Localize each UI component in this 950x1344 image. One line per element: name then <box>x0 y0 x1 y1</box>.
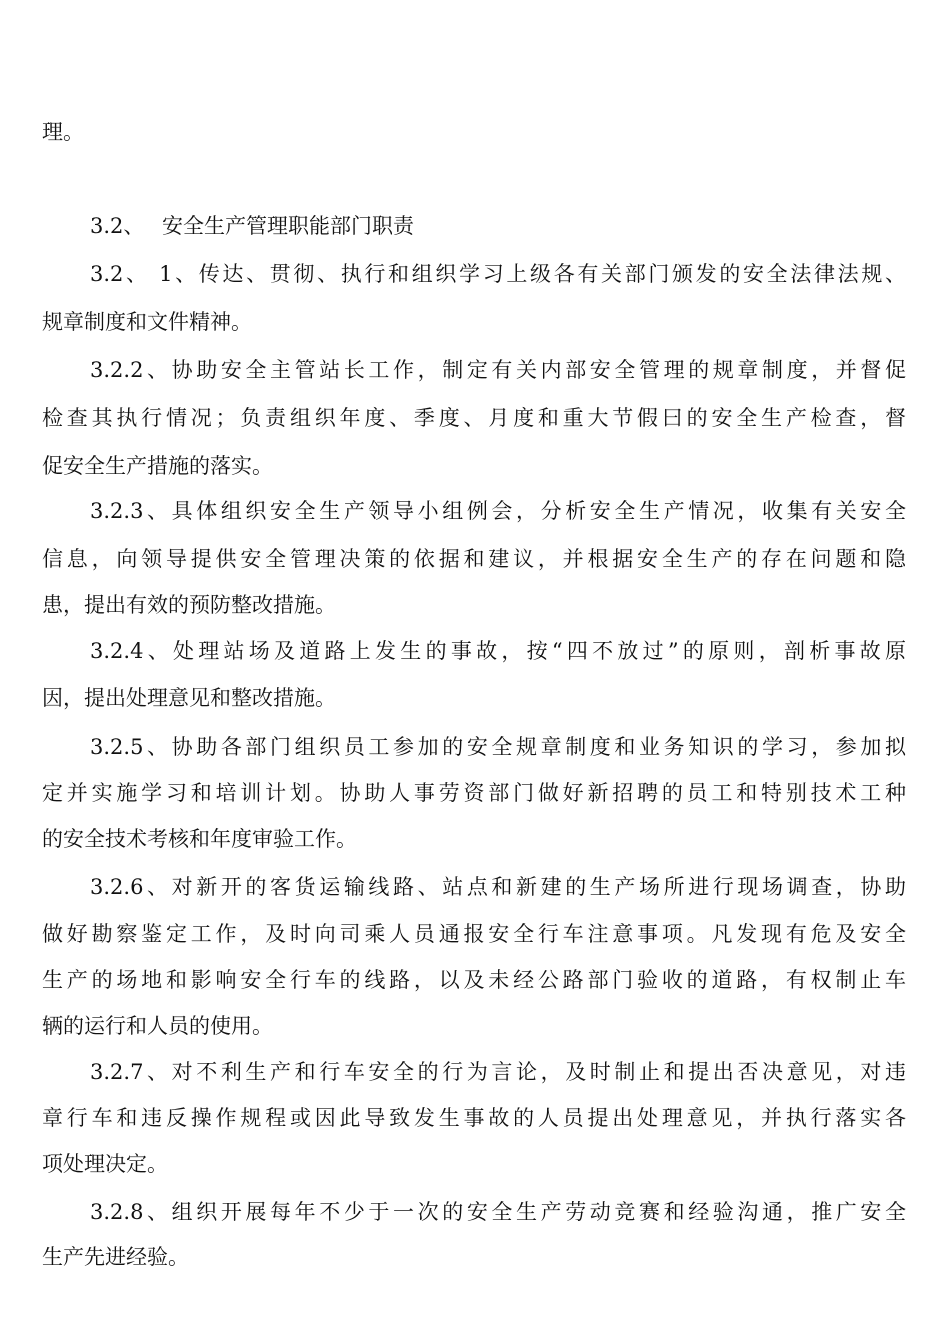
paragraph-3-2-5-line-2: 定并实施学习和培训计划。协助人事劳资部门做好新招聘的员工和特别技术工种 <box>42 781 906 805</box>
paragraph-3-2-6-line-4: 辆的运行和人员的使用。 <box>42 1014 273 1038</box>
paragraph-3-2-3-line-3: 患，提出有效的预防整改措施。 <box>42 593 336 617</box>
paragraph-3-2-5-line-3: 的安全技术考核和年度审验工作。 <box>42 827 357 851</box>
paragraph-3-2-8-line-1: 3.2.8、组织开展每年不少于一次的安全生产劳动竞赛和经验沟通，推广安全 <box>90 1200 906 1224</box>
paragraph-3-2-8-line-2: 生产先进经验。 <box>42 1245 189 1269</box>
paragraph-3-2-6-line-3: 生产的场地和影响安全行车的线路，以及未经公路部门验收的道路，有权制止车 <box>42 968 906 992</box>
paragraph-3-2-2-line-1: 3.2.2、协助安全主管站长工作，制定有关内部安全管理的规章制度，并督促 <box>90 358 906 382</box>
paragraph-3-2-3-line-1: 3.2.3、具体组织安全生产领导小组例会，分析安全生产情况，收集有关安全 <box>90 499 906 523</box>
section-number: 3.2、 <box>90 214 145 238</box>
continuation-line: 理。 <box>42 120 84 144</box>
section-title: 安全生产管理职能部门职责 <box>162 214 414 238</box>
paragraph-3-2-6-line-1: 3.2.6、对新开的客货运输线路、站点和新建的生产场所进行现场调查，协助 <box>90 875 906 899</box>
paragraph-3-2-7-line-1: 3.2.7、对不利生产和行车安全的行为言论，及时制止和提出否决意见，对违 <box>90 1060 906 1084</box>
paragraph-3-2-3-line-2: 信息，向领导提供安全管理决策的依据和建议，并根据安全生产的存在问题和隐 <box>42 547 906 571</box>
paragraph-3-2-5-line-1: 3.2.5、协助各部门组织员工参加的安全规章制度和业务知识的学习，参加拟 <box>90 735 906 759</box>
paragraph-3-2-1-line-1: 3.2、 1、传达、贯彻、执行和组织学习上级各有关部门颁发的安全法律法规、 <box>90 262 906 286</box>
paragraph-3-2-2-line-3: 促安全生产措施的落实。 <box>42 454 273 478</box>
paragraph-3-2-6-line-2: 做好勘察鉴定工作，及时向司乘人员通报安全行车注意事项。凡发现有危及安全 <box>42 922 906 946</box>
paragraph-3-2-7-line-3: 项处理决定。 <box>42 1152 168 1176</box>
paragraph-3-2-7-line-2: 章行车和违反操作规程或因此导致发生事故的人员提出处理意见，并执行落实各 <box>42 1106 906 1130</box>
paragraph-3-2-1-line-2: 规章制度和文件精神。 <box>42 310 252 334</box>
section-heading <box>90 212 906 240</box>
paragraph-3-2-2-line-2: 检查其执行情况；负责组织年度、季度、月度和重大节假曰的安全生产检查，督 <box>42 406 906 430</box>
paragraph-3-2-4-line-1: 3.2.4、处理站场及道路上发生的事故，按“四不放过”的原则，剖析事故原 <box>90 639 906 663</box>
paragraph-3-2-4-line-2: 因，提出处理意见和整改措施。 <box>42 686 336 710</box>
